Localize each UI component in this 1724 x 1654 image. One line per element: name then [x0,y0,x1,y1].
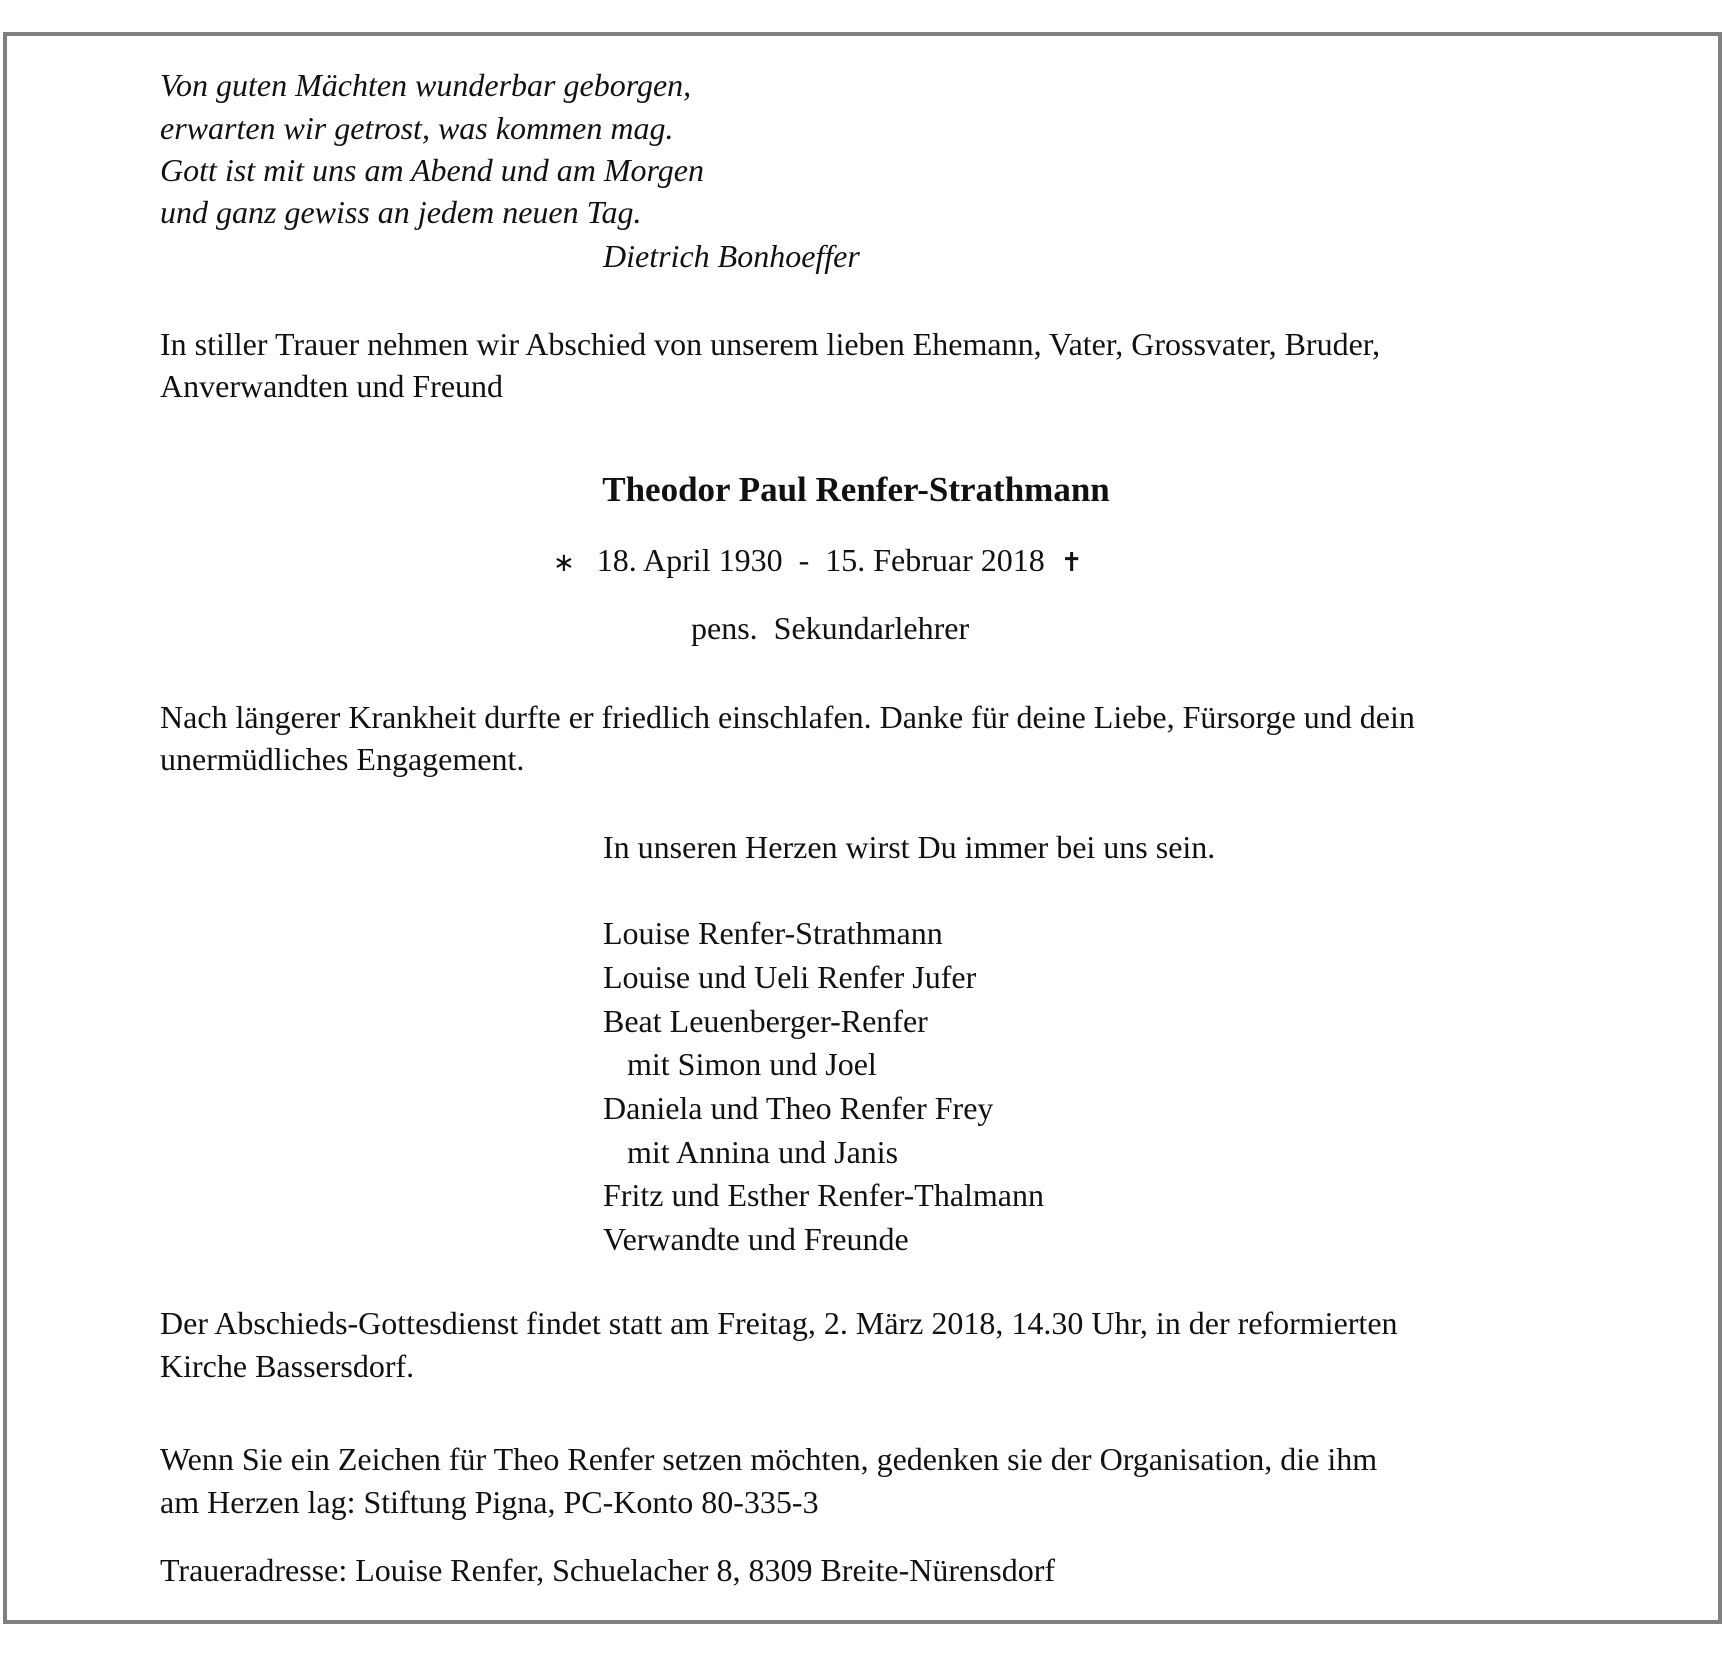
message-line: unermüdliches Engagement. [160,741,525,777]
closing-line: In unseren Herzen wirst Du immer bei uns sein. [603,829,1216,865]
mourner: mit Simon und Joel [603,1046,877,1082]
intro-line: In stiller Trauer nehmen wir Abschied von unserem lieben Ehemann, Vater, Grossvater, Bruder, [160,326,1381,362]
service-line: Kirche Bassersdorf. [160,1348,415,1384]
mourner: Fritz und Esther Renfer-Thalmann [603,1177,1044,1213]
quote-line: und ganz gewiss an jedem neuen Tag. [160,194,642,230]
mourner: Louise Renfer-Strathmann [603,915,943,951]
service-line: Der Abschieds-Gottesdienst findet statt am Freitag, 2. März 2018, 14.30 Uhr, in der reformierten [160,1305,1398,1341]
mourner: Daniela und Theo Renfer Frey [603,1090,994,1126]
mourner: Verwandte und Freunde [603,1221,909,1257]
mourner: Beat Leuenberger-Renfer [603,1003,928,1039]
quote-line: erwarten wir getrost, was kommen mag. [160,110,674,146]
mourner: mit Annina und Janis [603,1134,899,1170]
quote-line: Gott ist mit uns am Abend und am Morgen [160,152,704,188]
donation-line: am Herzen lag: Stiftung Pigna, PC-Konto 80-335-3 [160,1484,819,1520]
quote-author: Dietrich Bonhoeffer [603,238,860,274]
quote-line: Von guten Mächten wunderbar geborgen, [160,67,692,103]
intro-line: Anverwandten und Freund [160,368,504,404]
mourning-address: Traueradresse: Louise Renfer, Schuelacher 8, 8309 Breite-Nürensdorf [160,1552,1056,1588]
donation-line: Wenn Sie ein Zeichen für Theo Renfer setzen möchten, gedenken sie der Organisation, die ihm [160,1441,1378,1477]
message-line: Nach längerer Krankheit durfte er friedlich einschlafen. Danke für deine Liebe, Fürsorge und dein [160,699,1415,735]
life-dates: 18. April 1930 - 15. Februar 2018 [596,542,1045,578]
deceased-name: Theodor Paul Renfer-Strathmann [602,470,1110,509]
mourner: Louise und Ueli Renfer Jufer [603,959,977,995]
dates-line [553,540,1083,583]
occupation: pens. Sekundarlehrer [691,610,970,646]
death-cross-icon: ✝ [1060,548,1083,578]
birth-asterisk-icon: ∗ [553,548,575,577]
